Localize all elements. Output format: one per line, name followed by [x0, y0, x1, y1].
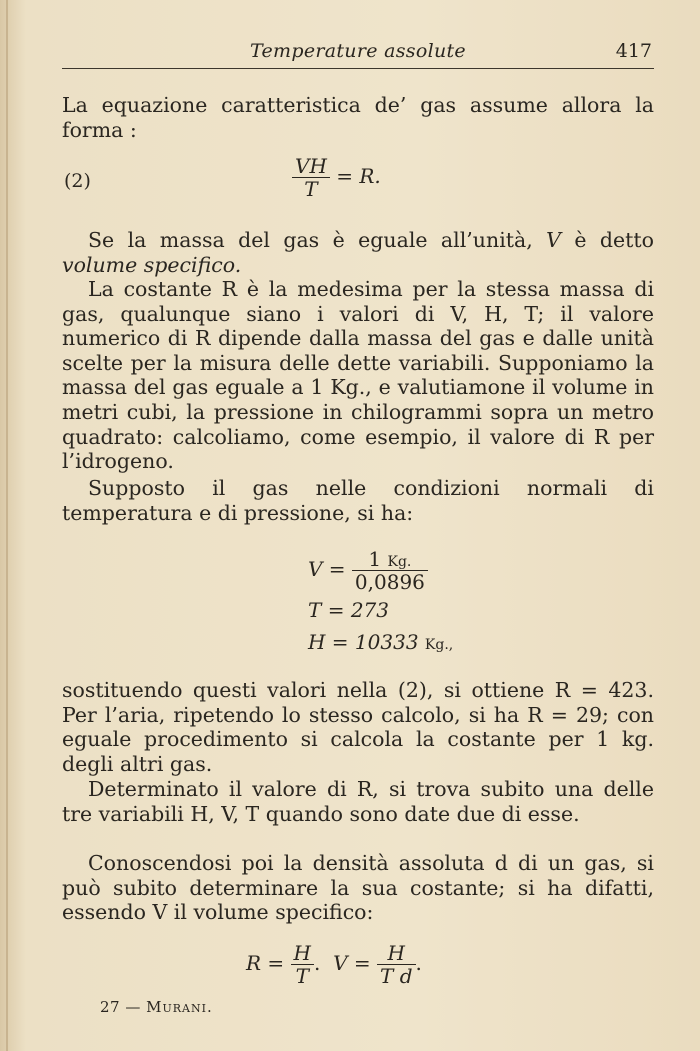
paragraph-7: Conoscendosi poi la densità assoluta d di un gas, si può subito determinare la sua costante; si ha difatti, essendo V il volume specifico: [62, 851, 654, 925]
equation-final: R = $\frac{H}{T}$ . V = $\frac{H}{\text{T d}}$ . [246, 941, 422, 988]
paragraph-2: Se la massa del gas è eguale all’unità, V è detto volume specifico. [62, 228, 654, 277]
binding-gutter [6, 0, 8, 1051]
paragraph-4: Supposto il gas nelle condizioni normali di temperatura e di pressione, si ha: [62, 476, 654, 525]
equation-t: T = 273 [308, 598, 389, 622]
paragraph-1: La equazione caratteristica de’ gas assume allora la forma : [62, 93, 654, 142]
paragraph-5: sostituendo questi valori nella (2), si ottiene R = 423. Per l’aria, ripetendo lo stesso calcolo, si ha R = 29; con eguale procedimento si calcola la costante per 1 kg. degli altri gas. [62, 678, 654, 776]
paragraph-3: La costante R è la medesima per la stessa massa di gas, qualunque siano i valori di V, H, T; il valore numerico di R dipende dalla massa del gas e dalle unità scelte per la misura delle dette variabili. Supponiamo la massa del gas eguale a 1 Kg., e valutiamone il volume in metri cubi, la pressione in chilogrammi sopra un metro quadrato: calcoliamo, come esempio, il valore di R per l’idrogeno. [62, 277, 654, 474]
page-header [62, 40, 658, 70]
running-title: Temperature assolute [250, 40, 466, 62]
equation-v: V = $\frac{1 Kg.}{0,0896}$ [308, 548, 453, 598]
equation-h: H = 10333 Kg., [308, 630, 454, 654]
equation-2: $\frac{VH}{T}$ = R. [292, 155, 381, 200]
page-footer-signature: 27 — Murani. [100, 998, 213, 1016]
equation-block [308, 548, 453, 662]
page-number: 417 [615, 40, 652, 62]
header-rule [62, 68, 654, 69]
equation-2-fraction: $\frac{VH}{T}$ [292, 155, 330, 200]
equation-label: (2) [64, 170, 91, 192]
paragraph-6: Determinato il valore di R, si trova subito una delle tre variabili H, V, T quando sono date due di esse. [62, 777, 654, 826]
